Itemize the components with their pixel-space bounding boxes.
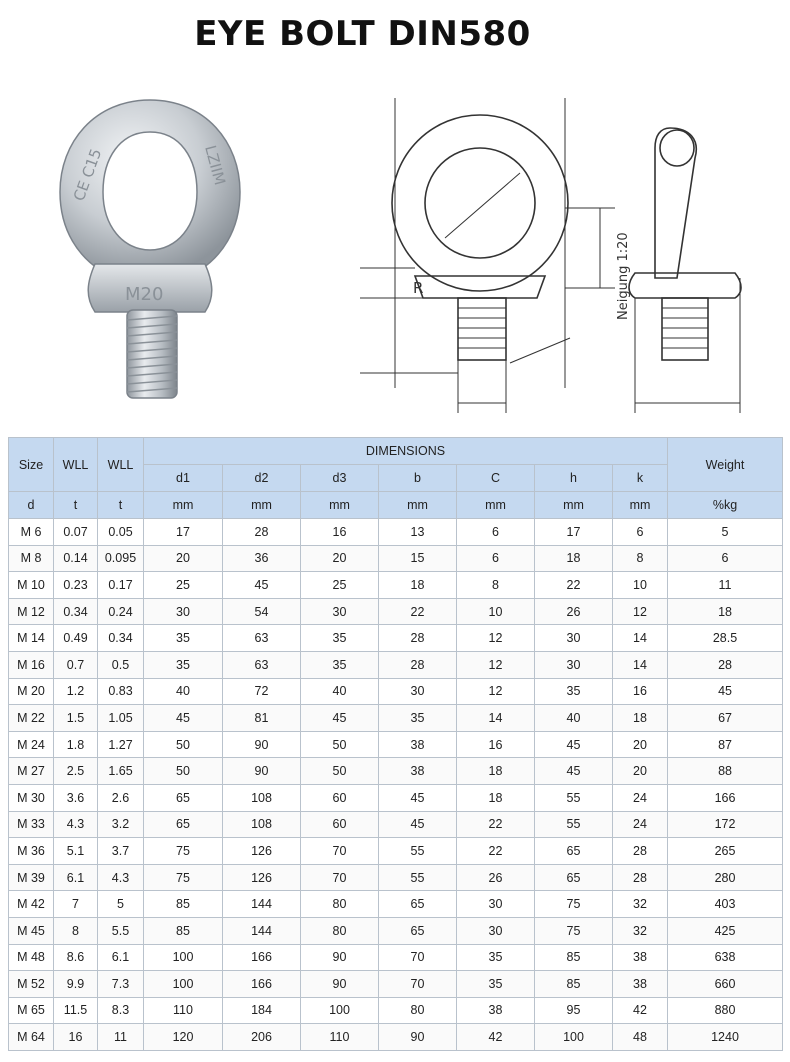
table-cell: 85 [535, 944, 613, 971]
table-cell: 40 [535, 705, 613, 732]
table-cell: 25 [301, 572, 379, 599]
table-cell: 9.9 [54, 971, 98, 998]
table-cell: M 33 [9, 811, 54, 838]
table-cell: 22 [457, 838, 535, 865]
table-cell: 425 [668, 917, 783, 944]
table-cell: 4.3 [54, 811, 98, 838]
table-cell: 265 [668, 838, 783, 865]
table-cell: 14 [457, 705, 535, 732]
table-cell: M 30 [9, 784, 54, 811]
table-cell: 11 [98, 1024, 144, 1051]
table-cell: 8 [613, 545, 668, 572]
table-cell: 55 [535, 811, 613, 838]
table-cell: 30 [144, 598, 223, 625]
header-dimensions: DIMENSIONS [144, 438, 668, 465]
table-cell: 20 [301, 545, 379, 572]
unit-dim: mm [457, 492, 535, 519]
table-cell: 95 [535, 997, 613, 1024]
table-cell: 35 [301, 625, 379, 652]
table-cell: 63 [223, 625, 301, 652]
table-row [9, 651, 783, 678]
table-cell: 85 [535, 971, 613, 998]
table-row [9, 917, 783, 944]
header-wll: WLL [54, 438, 98, 492]
table-row [9, 625, 783, 652]
table-cell: 35 [301, 651, 379, 678]
table-cell: 22 [535, 572, 613, 599]
table-cell: 1.27 [98, 731, 144, 758]
table-cell: 0.05 [98, 519, 144, 546]
table-cell: 54 [223, 598, 301, 625]
unit-dim: mm [144, 492, 223, 519]
table-cell: 206 [223, 1024, 301, 1051]
table-cell: M 65 [9, 997, 54, 1024]
table-cell: 18 [535, 545, 613, 572]
table-cell: 28 [379, 651, 457, 678]
table-cell: M 20 [9, 678, 54, 705]
table-row [9, 997, 783, 1024]
table-cell: 6 [457, 545, 535, 572]
header-wll: WLL [98, 438, 144, 492]
table-cell: 11 [668, 572, 783, 599]
table-cell: 35 [144, 625, 223, 652]
table-cell: 6 [668, 545, 783, 572]
table-cell: 30 [535, 625, 613, 652]
table-cell: 1.2 [54, 678, 98, 705]
table-cell: 28 [613, 864, 668, 891]
table-cell: M 36 [9, 838, 54, 865]
table-cell: 0.34 [98, 625, 144, 652]
table-cell: 28.5 [668, 625, 783, 652]
table-cell: 166 [223, 971, 301, 998]
table-cell: 1.8 [54, 731, 98, 758]
unit-dim: mm [223, 492, 301, 519]
table-cell: 65 [144, 811, 223, 838]
table-cell: 6.1 [98, 944, 144, 971]
table-cell: 20 [613, 731, 668, 758]
table-cell: 70 [301, 864, 379, 891]
table-cell: 32 [613, 891, 668, 918]
table-cell: 85 [144, 917, 223, 944]
table-cell: 90 [301, 944, 379, 971]
table-cell: 70 [379, 971, 457, 998]
table-row [9, 1024, 783, 1051]
table-cell: 8.3 [98, 997, 144, 1024]
table-cell: 90 [379, 1024, 457, 1051]
table-cell: 18 [379, 572, 457, 599]
table-row [9, 784, 783, 811]
table-cell: 45 [223, 572, 301, 599]
ring-marks-left: CE C15 [69, 146, 106, 204]
table-cell: 45 [301, 705, 379, 732]
table-cell: 88 [668, 758, 783, 785]
table-cell: 280 [668, 864, 783, 891]
table-cell: 45 [379, 784, 457, 811]
table-cell: 638 [668, 944, 783, 971]
header-dim: d1 [144, 465, 223, 492]
table-cell: 45 [535, 758, 613, 785]
table-cell: 72 [223, 678, 301, 705]
table-cell: M 14 [9, 625, 54, 652]
unit-wll: t [54, 492, 98, 519]
table-cell: 45 [144, 705, 223, 732]
table-cell: 35 [457, 971, 535, 998]
table-row [9, 705, 783, 732]
table-cell: 144 [223, 917, 301, 944]
table-cell: 16 [301, 519, 379, 546]
table-cell: 50 [144, 758, 223, 785]
table-cell: 30 [379, 678, 457, 705]
table-cell: 60 [301, 784, 379, 811]
table-cell: 1.65 [98, 758, 144, 785]
table-cell: M 12 [9, 598, 54, 625]
table-cell: M 64 [9, 1024, 54, 1051]
table-cell: 45 [668, 678, 783, 705]
table-cell: 38 [379, 758, 457, 785]
table-cell: 25 [144, 572, 223, 599]
table-cell: 0.34 [54, 598, 98, 625]
table-cell: 5 [98, 891, 144, 918]
table-cell: 0.17 [98, 572, 144, 599]
table-cell: 50 [301, 758, 379, 785]
table-cell: 70 [301, 838, 379, 865]
table-cell: 5 [668, 519, 783, 546]
table-cell: 172 [668, 811, 783, 838]
table-cell: 60 [301, 811, 379, 838]
unit-dim: mm [535, 492, 613, 519]
table-cell: 40 [301, 678, 379, 705]
table-cell: 1.05 [98, 705, 144, 732]
table-cell: 20 [144, 545, 223, 572]
table-cell: 90 [223, 758, 301, 785]
table-cell: 12 [457, 678, 535, 705]
table-cell: 35 [144, 651, 223, 678]
table-cell: 75 [535, 917, 613, 944]
table-row [9, 572, 783, 599]
table-cell: 12 [457, 625, 535, 652]
table-cell: 38 [613, 971, 668, 998]
table-cell: 3.6 [54, 784, 98, 811]
table-cell: 18 [457, 784, 535, 811]
table-cell: 184 [223, 997, 301, 1024]
table-cell: 6 [457, 519, 535, 546]
table-cell: 28 [379, 625, 457, 652]
unit-dim: mm [301, 492, 379, 519]
table-cell: M 42 [9, 891, 54, 918]
table-cell: 65 [379, 891, 457, 918]
table-cell: 0.83 [98, 678, 144, 705]
table-cell: 0.7 [54, 651, 98, 678]
table-cell: M 6 [9, 519, 54, 546]
radius-label: R [413, 279, 424, 297]
table-cell: M 48 [9, 944, 54, 971]
table-cell: 8 [54, 917, 98, 944]
table-cell: 24 [613, 811, 668, 838]
table-cell: 38 [613, 944, 668, 971]
table-cell: 100 [144, 971, 223, 998]
table-cell: 65 [144, 784, 223, 811]
table-cell: 17 [144, 519, 223, 546]
table-cell: 110 [144, 997, 223, 1024]
table-cell: 85 [144, 891, 223, 918]
table-cell: 28 [668, 651, 783, 678]
table-cell: 45 [535, 731, 613, 758]
table-cell: 22 [457, 811, 535, 838]
table-cell: M 24 [9, 731, 54, 758]
table-cell: 5.1 [54, 838, 98, 865]
table-cell: 75 [535, 891, 613, 918]
unit-dim: mm [379, 492, 457, 519]
table-cell: 14 [613, 625, 668, 652]
table-cell: 15 [379, 545, 457, 572]
header-dim: k [613, 465, 668, 492]
table-cell: M 45 [9, 917, 54, 944]
table-cell: 2.5 [54, 758, 98, 785]
table-cell: 17 [535, 519, 613, 546]
table-cell: 126 [223, 838, 301, 865]
page-title: EYE BOLT DIN580 [194, 14, 531, 54]
table-cell: 13 [379, 519, 457, 546]
table-cell: 108 [223, 784, 301, 811]
table-row [9, 545, 783, 572]
table-cell: 100 [301, 997, 379, 1024]
table-cell: 0.14 [54, 545, 98, 572]
table-cell: 50 [301, 731, 379, 758]
table-cell: 6.1 [54, 864, 98, 891]
unit-dim: mm [613, 492, 668, 519]
table-cell: 81 [223, 705, 301, 732]
table-row [9, 864, 783, 891]
table-cell: 65 [535, 864, 613, 891]
table-cell: M 22 [9, 705, 54, 732]
table-cell: 45 [379, 811, 457, 838]
table-cell: 75 [144, 838, 223, 865]
table-cell: 10 [457, 598, 535, 625]
unit-wll: t [98, 492, 144, 519]
table-cell: 90 [301, 971, 379, 998]
collar-mark: M20 [125, 284, 164, 305]
table-cell: 3.2 [98, 811, 144, 838]
header-dim: d3 [301, 465, 379, 492]
table-cell: 80 [301, 891, 379, 918]
unit-size: d [9, 492, 54, 519]
table-cell: 660 [668, 971, 783, 998]
table-cell: M 8 [9, 545, 54, 572]
table-cell: 65 [535, 838, 613, 865]
header-dim: b [379, 465, 457, 492]
table-cell: M 10 [9, 572, 54, 599]
table-cell: 8 [457, 572, 535, 599]
table-row [9, 838, 783, 865]
table-cell: 110 [301, 1024, 379, 1051]
table-cell: 90 [223, 731, 301, 758]
table-cell: 48 [613, 1024, 668, 1051]
table-row [9, 811, 783, 838]
ring-marks-right: LZIIM [201, 143, 229, 188]
table-cell: M 16 [9, 651, 54, 678]
table-cell: 16 [613, 678, 668, 705]
table-cell: 0.5 [98, 651, 144, 678]
table-cell: 8.6 [54, 944, 98, 971]
table-cell: 0.23 [54, 572, 98, 599]
table-cell: 1.5 [54, 705, 98, 732]
table-cell: 42 [457, 1024, 535, 1051]
table-cell: 42 [613, 997, 668, 1024]
table-cell: 100 [144, 944, 223, 971]
technical-drawing [355, 88, 755, 423]
table-cell: 880 [668, 997, 783, 1024]
table-cell: 0.24 [98, 598, 144, 625]
table-cell: 14 [613, 651, 668, 678]
table-cell: 120 [144, 1024, 223, 1051]
table-cell: 7.3 [98, 971, 144, 998]
table-cell: 80 [379, 997, 457, 1024]
table-cell: 18 [457, 758, 535, 785]
table-cell: 35 [379, 705, 457, 732]
table-cell: 35 [457, 944, 535, 971]
table-cell: 55 [379, 838, 457, 865]
table-cell: 7 [54, 891, 98, 918]
table-cell: 0.07 [54, 519, 98, 546]
table-cell: 28 [613, 838, 668, 865]
header-dim: d2 [223, 465, 301, 492]
table-cell: 3.7 [98, 838, 144, 865]
table-cell: 126 [223, 864, 301, 891]
table-cell: 18 [668, 598, 783, 625]
table-cell: 26 [535, 598, 613, 625]
table-cell: 12 [457, 651, 535, 678]
table-cell: 30 [301, 598, 379, 625]
table-cell: 38 [457, 997, 535, 1024]
table-cell: 28 [223, 519, 301, 546]
table-cell: 50 [144, 731, 223, 758]
table-row [9, 519, 783, 546]
table-body [9, 519, 783, 1051]
table-cell: 30 [457, 891, 535, 918]
table-cell: 63 [223, 651, 301, 678]
table-cell: 5.5 [98, 917, 144, 944]
table-cell: 11.5 [54, 997, 98, 1024]
table-cell: 36 [223, 545, 301, 572]
table-cell: M 39 [9, 864, 54, 891]
table-cell: 10 [613, 572, 668, 599]
header-dim: C [457, 465, 535, 492]
header-weight: Weight [668, 438, 783, 492]
table-row [9, 944, 783, 971]
table-cell: 38 [379, 731, 457, 758]
table-row [9, 598, 783, 625]
table-cell: 16 [54, 1024, 98, 1051]
table-cell: 22 [379, 598, 457, 625]
table-cell: M 52 [9, 971, 54, 998]
table-cell: 65 [379, 917, 457, 944]
header-size: Size [9, 438, 54, 492]
table-cell: 87 [668, 731, 783, 758]
table-cell: 75 [144, 864, 223, 891]
slope-label: Neigung 1:20 [616, 232, 631, 320]
table-row [9, 971, 783, 998]
table-cell: 4.3 [98, 864, 144, 891]
table-cell: 100 [535, 1024, 613, 1051]
table-cell: 108 [223, 811, 301, 838]
header-dim: h [535, 465, 613, 492]
table-cell: 0.49 [54, 625, 98, 652]
table-row [9, 731, 783, 758]
table-cell: 30 [457, 917, 535, 944]
table-cell: M 27 [9, 758, 54, 785]
table-cell: 67 [668, 705, 783, 732]
table-cell: 144 [223, 891, 301, 918]
table-row [9, 758, 783, 785]
table-cell: 55 [535, 784, 613, 811]
table-cell: 40 [144, 678, 223, 705]
table-row [9, 678, 783, 705]
table-cell: 1240 [668, 1024, 783, 1051]
table-cell: 2.6 [98, 784, 144, 811]
table-cell: 32 [613, 917, 668, 944]
table-cell: 6 [613, 519, 668, 546]
table-cell: 20 [613, 758, 668, 785]
table-cell: 166 [668, 784, 783, 811]
table-cell: 18 [613, 705, 668, 732]
table-cell: 16 [457, 731, 535, 758]
specification-table [8, 437, 783, 1051]
eye-bolt-photo [55, 92, 245, 407]
table-cell: 55 [379, 864, 457, 891]
table-cell: 166 [223, 944, 301, 971]
table-cell: 0.095 [98, 545, 144, 572]
unit-weight: %kg [668, 492, 783, 519]
table-row [9, 891, 783, 918]
table-cell: 24 [613, 784, 668, 811]
table-cell: 26 [457, 864, 535, 891]
table-cell: 35 [535, 678, 613, 705]
table-cell: 403 [668, 891, 783, 918]
table-cell: 12 [613, 598, 668, 625]
table-cell: 30 [535, 651, 613, 678]
table-cell: 80 [301, 917, 379, 944]
table-cell: 70 [379, 944, 457, 971]
